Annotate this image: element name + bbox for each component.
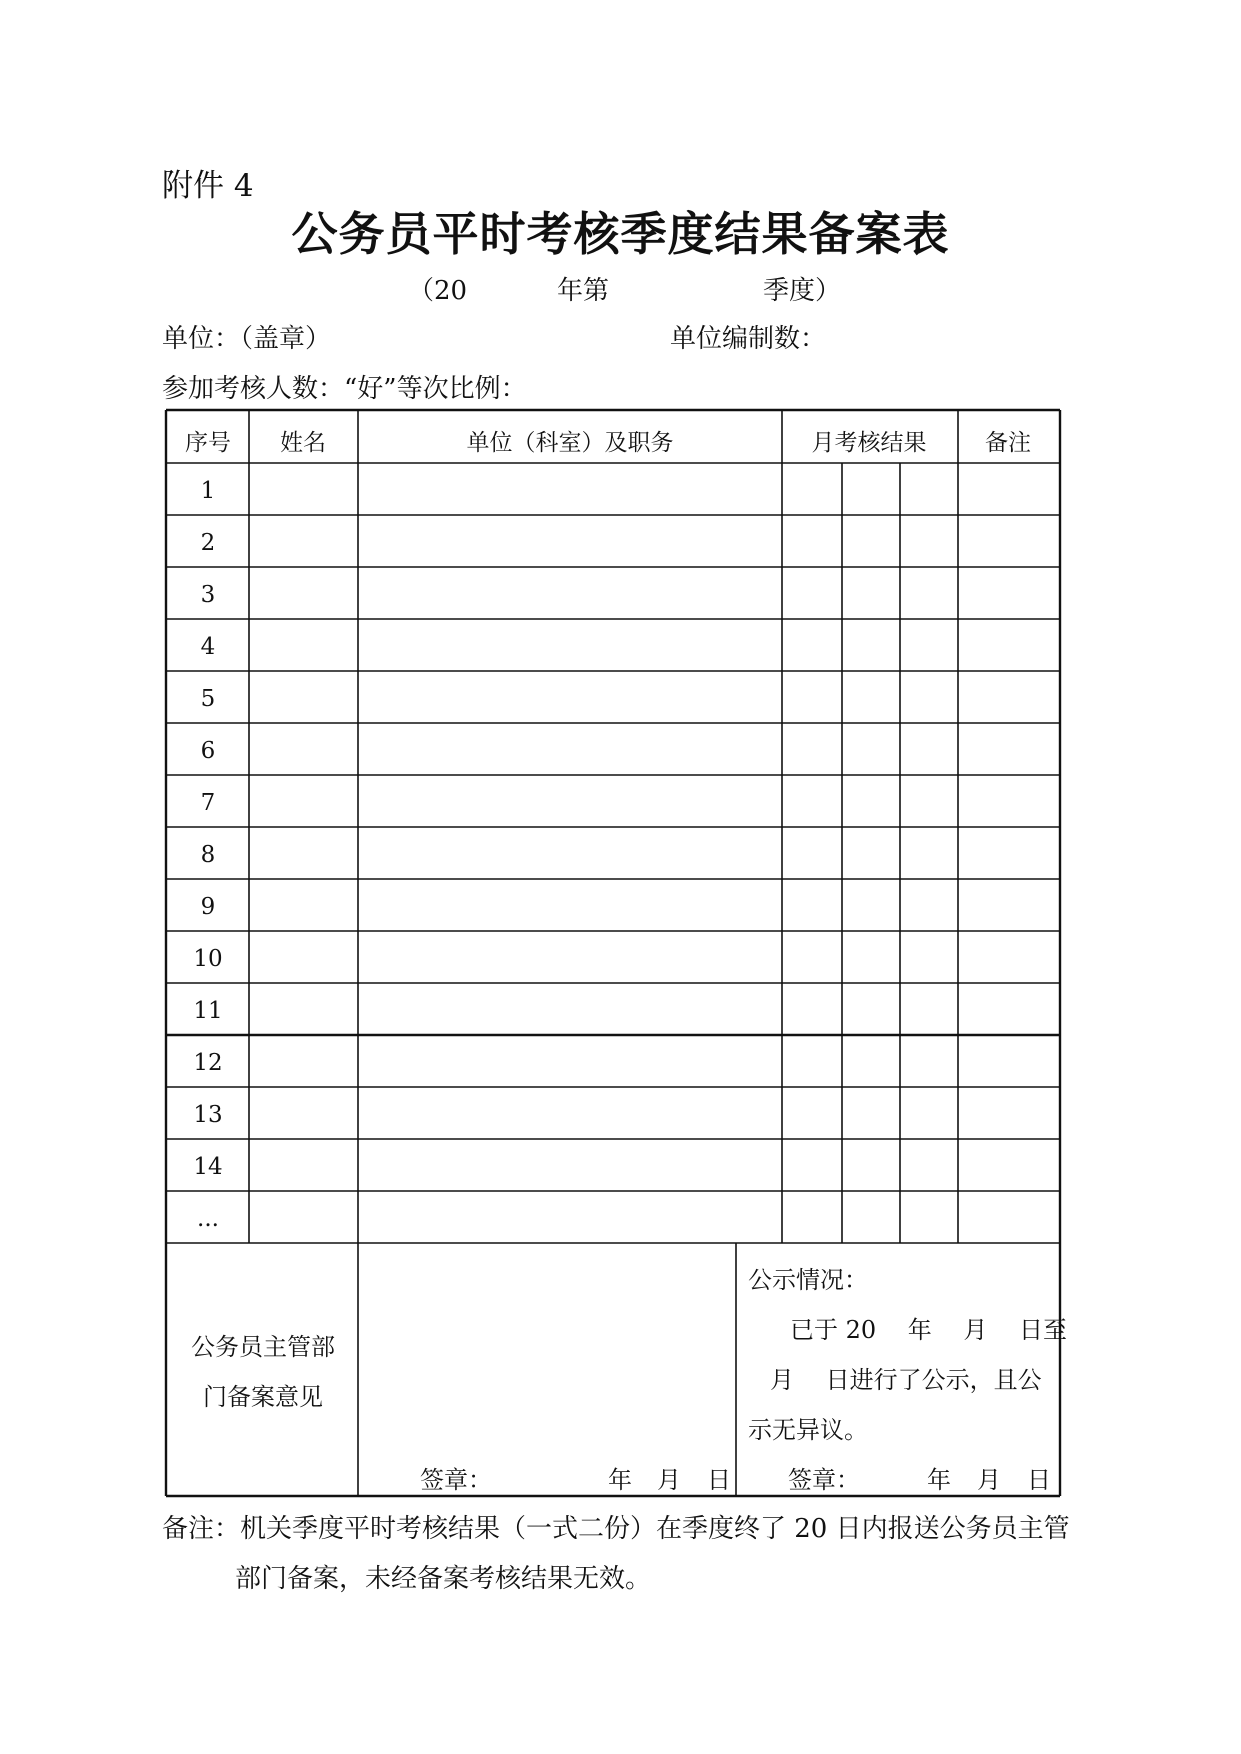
header-monthly-result: 月考核结果 <box>811 430 927 456</box>
row-number: 1 <box>200 478 216 504</box>
subtitle-year-suffix: 年第 <box>557 276 610 306</box>
sign-left-label: 签章： <box>420 1466 492 1494</box>
note-line2: 部门备案，未经备案考核结果无效。 <box>235 1564 652 1594</box>
row-number: 9 <box>200 894 216 920</box>
sign-right-label: 签章： <box>788 1466 860 1494</box>
publicity-line3: 示无异议。 <box>748 1416 868 1444</box>
date-left-day: 日 <box>707 1466 731 1494</box>
header-unit-position: 单位（科室）及职务 <box>466 430 674 456</box>
staffing-label: 单位编制数： <box>670 324 827 354</box>
row-number: 5 <box>200 686 216 712</box>
date-left-year: 年 <box>608 1466 632 1494</box>
header-seq: 序号 <box>185 430 231 456</box>
row-number: 3 <box>200 582 216 608</box>
form-title: 公务员平时考核季度结果备案表 <box>291 207 950 261</box>
row-number: 10 <box>193 946 223 972</box>
row-number: 4 <box>200 634 216 660</box>
row-number: 13 <box>193 1102 223 1128</box>
date-right-month: 月 <box>977 1466 1001 1494</box>
subtitle-quarter-suffix: 季度） <box>763 276 842 306</box>
dept-opinion-label-line2: 门备案意见 <box>203 1383 323 1411</box>
publicity-title: 公示情况： <box>748 1266 868 1294</box>
row-number: 11 <box>193 998 223 1024</box>
publicity-line1: 已于 20 年 月 日至 <box>790 1316 1068 1344</box>
unit-label: 单位：（盖章） <box>162 324 332 354</box>
publicity-line2: 月 日进行了公示，且公 <box>770 1366 1042 1394</box>
date-left-month: 月 <box>657 1466 681 1494</box>
header-name: 姓名 <box>280 430 326 456</box>
participants-label: 参加考核人数：“好”等次比例： <box>162 374 527 404</box>
row-number: 8 <box>200 842 216 868</box>
subtitle-year-prefix: （20 <box>408 276 468 306</box>
date-right-year: 年 <box>927 1466 951 1494</box>
header-remark: 备注 <box>985 430 1031 456</box>
attachment-label: 附件 4 <box>162 168 254 204</box>
row-number: 6 <box>200 738 216 764</box>
row-number: 2 <box>200 530 216 556</box>
row-number: 7 <box>200 790 216 816</box>
row-number: 14 <box>193 1154 223 1180</box>
date-right-day: 日 <box>1027 1466 1051 1494</box>
row-number: 12 <box>193 1050 223 1076</box>
dept-opinion-label-line1: 公务员主管部 <box>191 1333 335 1361</box>
row-number: ... <box>197 1206 219 1232</box>
note-line1: 备注：机关季度平时考核结果（一式二份）在季度终了 20 日内报送公务员主管 <box>162 1514 1070 1544</box>
